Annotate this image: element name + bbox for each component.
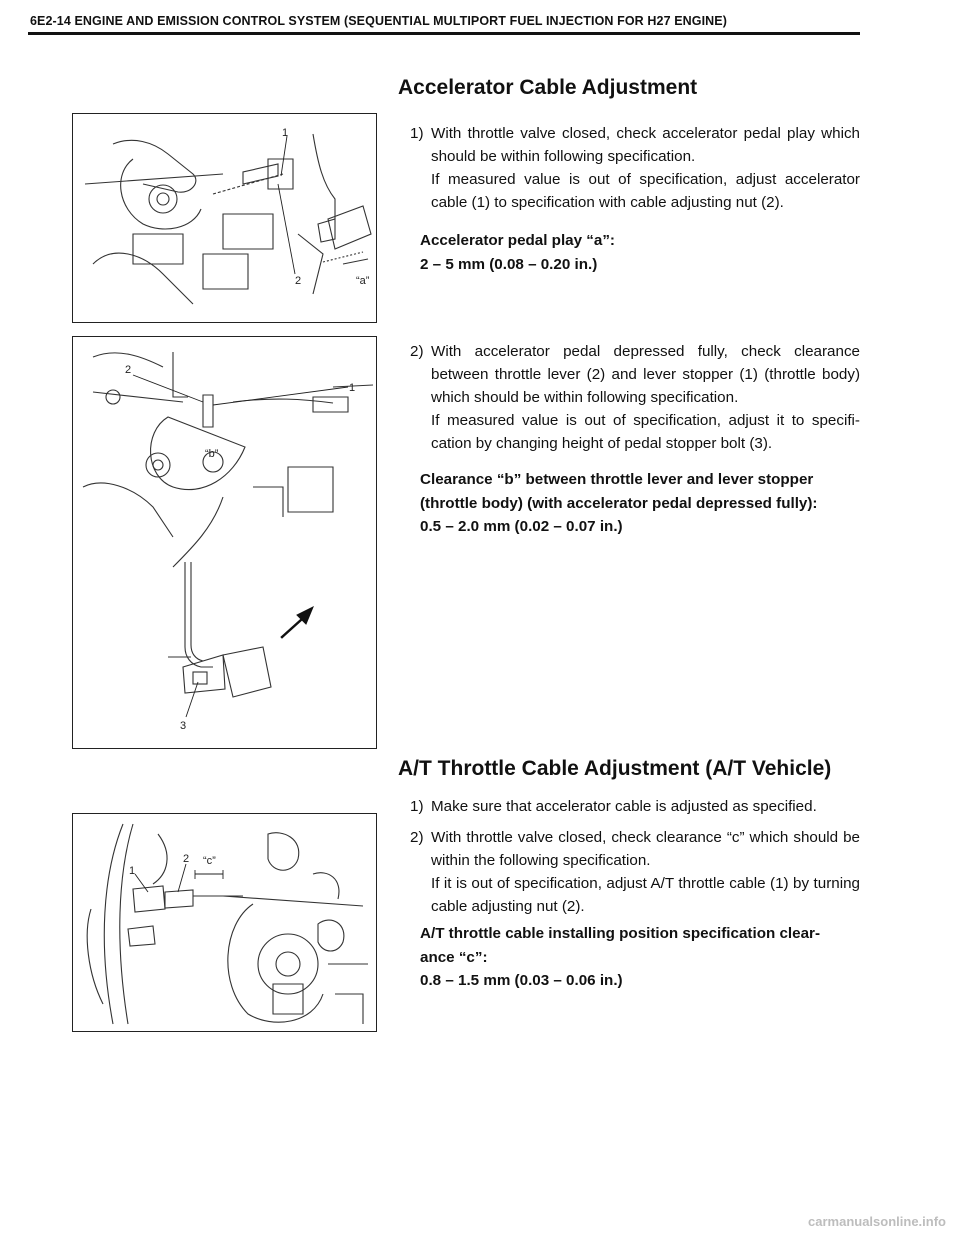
- figure1-label-1: 1: [282, 127, 289, 139]
- figure-throttle-lever-clearance: [72, 336, 377, 749]
- header-rule: [28, 32, 860, 35]
- step-text: With accelerator pedal depressed fully, check clearance between throttle lever (2) and lever stopper (1) (throttle body) which should be within following specification.: [431, 343, 860, 406]
- spec-clearance-b: [420, 468, 860, 539]
- spec-label: Clearance “b” between throttle lever and lever stopper: [420, 471, 814, 488]
- section2-step-2: [410, 826, 860, 918]
- arrow-icon: [281, 607, 313, 638]
- step-text: Make sure that accelerator cable is adjusted as specified.: [431, 798, 817, 815]
- figure-at-throttle-cable-clearance-drawing: [73, 814, 376, 1031]
- spec-label: (throttle body) (with accelerator pedal depressed fully):: [420, 494, 818, 512]
- figure-accelerator-pedal-play-drawing: [73, 114, 376, 322]
- figure2-label-b: “b”: [205, 448, 219, 460]
- figure2-label-2: 2: [125, 364, 132, 376]
- step-number: 1): [410, 798, 424, 815]
- section2-step-1: [410, 795, 860, 818]
- step-number: 2): [410, 343, 424, 360]
- step-text: If measured value is out of specification, adjust it to specifi-cation by changing height of pedal stopper bolt (3).: [431, 412, 860, 452]
- figure-at-throttle-cable-clearance: [72, 813, 377, 1032]
- figure1-label-a: “a”: [356, 275, 370, 287]
- section-title-at-throttle-cable: A/T Throttle Cable Adjustment (A/T Vehicle): [398, 757, 832, 780]
- spec-clearance-c: [420, 922, 860, 993]
- spec-value: 0.8 – 1.5 mm (0.03 – 0.06 in.): [420, 972, 623, 989]
- watermark: carmanualsonline.info: [808, 1214, 946, 1229]
- section-title-accelerator-cable: Accelerator Cable Adjustment: [398, 76, 698, 99]
- section1-step-1: [410, 122, 860, 214]
- spec-value: 0.5 – 2.0 mm (0.02 – 0.07 in.): [420, 518, 623, 535]
- figure-throttle-lever-clearance-drawing: [73, 337, 376, 748]
- spec-label: A/T throttle cable installing position specification clear-: [420, 925, 820, 942]
- figure-accelerator-pedal-play: [72, 113, 377, 323]
- step-text: With throttle valve closed, check accelerator pedal play which should be within following specification.: [431, 125, 860, 165]
- page-header: 6E2-14 ENGINE AND EMISSION CONTROL SYSTEM (SEQUENTIAL MULTIPORT FUEL INJECTION FOR H27 ENGINE): [30, 14, 727, 28]
- figure3-label-1: 1: [129, 865, 136, 877]
- figure2-label-1: 1: [349, 382, 356, 394]
- step-number: 1): [410, 125, 424, 142]
- step-number: 2): [410, 829, 424, 846]
- figure3-label-c: “c”: [203, 855, 216, 867]
- spec-accelerator-pedal-play: [420, 229, 860, 276]
- spec-label: ance “c”:: [420, 948, 488, 966]
- figure1-label-2: 2: [295, 275, 302, 287]
- step-text: If it is out of specification, adjust A/T throttle cable (1) by turning cable adjusting nut (2).: [431, 875, 860, 915]
- spec-label: Accelerator pedal play “a”:: [420, 232, 615, 249]
- figure3-label-2: 2: [183, 853, 190, 865]
- step-text: With throttle valve closed, check clearance “c” which should be within the following specification.: [431, 829, 860, 869]
- step-text: If measured value is out of specification, adjust accelerator cable (1) to specification with cable adjusting nut (2).: [431, 171, 860, 211]
- figure2-label-3: 3: [180, 720, 187, 732]
- section1-step-2: [410, 340, 860, 455]
- spec-value: 2 – 5 mm (0.08 – 0.20 in.): [420, 255, 598, 273]
